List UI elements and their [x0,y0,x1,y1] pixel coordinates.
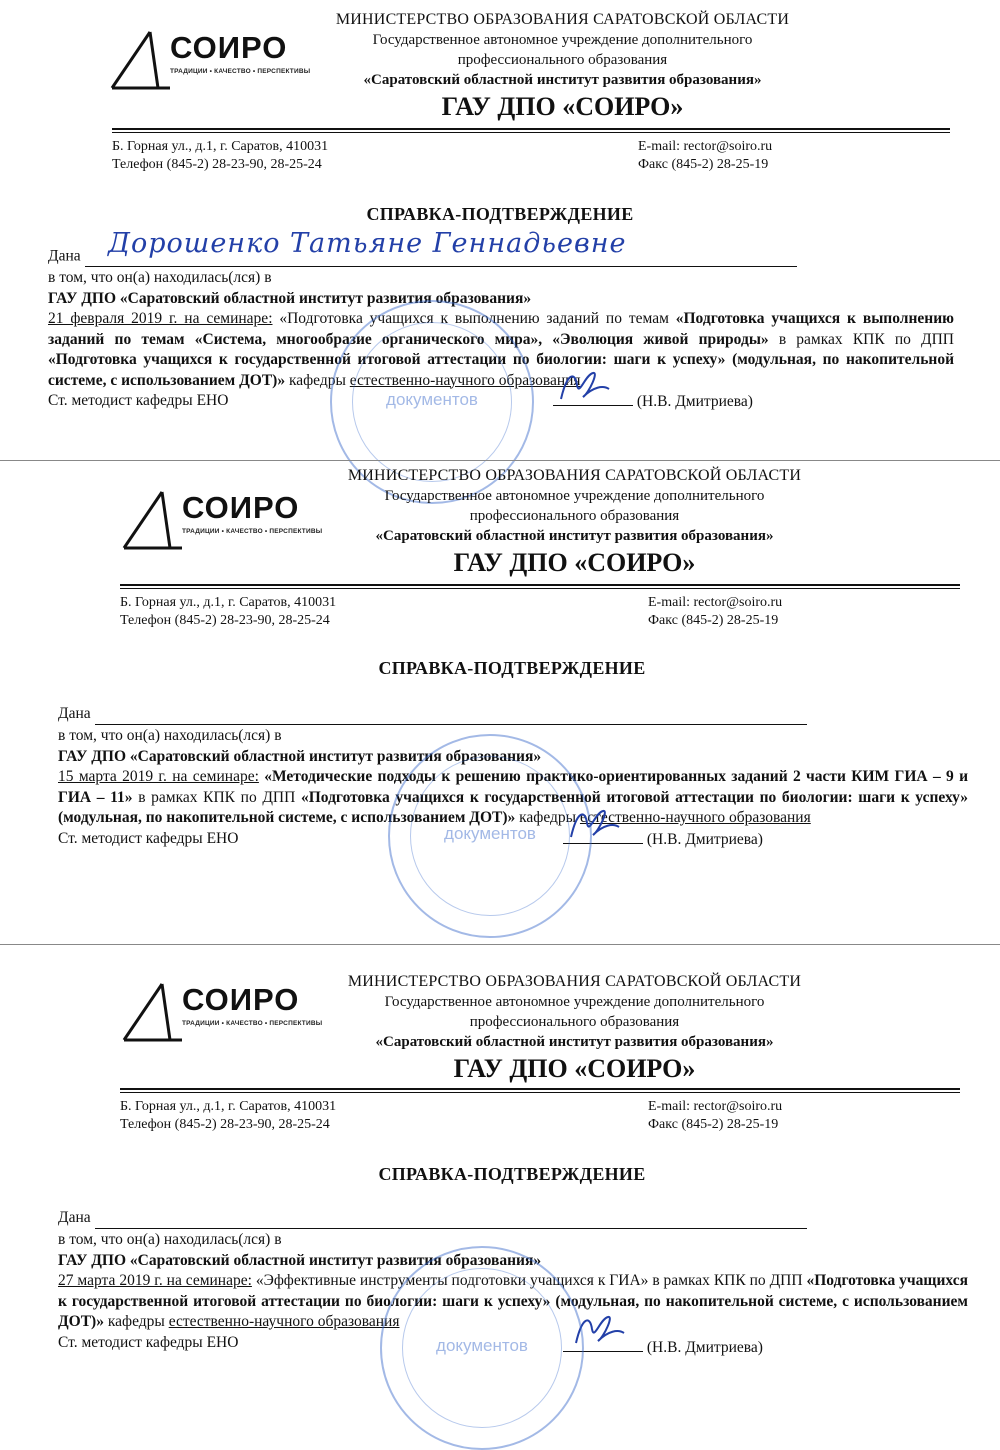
logo-tagline: ТРАДИЦИИ • КАЧЕСТВО • ПЕРСПЕКТИВЫ [170,68,311,75]
institution-line-2: профессионального образования [457,52,668,68]
phone: Телефон (845-2) 28-23-90, 28-25-24 [120,613,330,628]
program-name: «Подготовка учащихся к государственной итоговой аттестации по биологии: шаги к успеху» (модульная, по накопительной системе, с использованием ДОТ)» [58,1272,968,1330]
pyramid-logo-icon [120,486,190,556]
recipient-line [95,706,807,725]
ministry-name: МИНИСТЕРСТВО ОБРАЗОВАНИЯ САРАТОВСКОЙ ОБЛАСТИ [347,467,802,484]
event-topic: «Методические подходы к решению практико-ориентированных заданий 2 части КИМ ГИА – 9 и ГИА – 11» [58,768,969,806]
official-seal-icon [380,1246,584,1450]
contact-block [638,138,772,174]
organization: ГАУ ДПО «Саратовский областной институт развития образования» [58,747,542,765]
logo-tagline: ТРАДИЦИИ • КАЧЕСТВО • ПЕРСПЕКТИВЫ [182,528,323,535]
email: E-mail: rector@soiro.ru [648,595,783,610]
signatory: (Н.В. Дмитриева) [646,830,763,848]
email: E-mail: rector@soiro.ru [638,139,773,154]
position: Ст. методист кафедры ЕНО [58,829,239,847]
official-seal-icon [388,734,592,938]
event-date: 27 марта 2019 г. на семинаре: [58,1272,252,1289]
event-text-3: в рамках КПК по ДПП [648,1272,807,1289]
event-text-5: кафедры [285,371,350,389]
header-rule-thin [120,588,960,589]
department: естественно-научного образования [349,371,581,389]
document-title: СПРАВКА-ПОДТВЕРЖДЕНИЕ [378,1164,646,1184]
signatory: (Н.В. Дмитриева) [646,1338,763,1356]
logo-name: СОИРО [170,30,288,65]
event-text-3: в рамках КПК по ДПП [132,788,301,806]
address-block [112,138,328,174]
event-topic: «Эффективные инструменты подготовки учащихся к ГИА» [251,1272,649,1289]
letterhead [300,10,825,123]
cut-line [0,944,1000,945]
given-label: Дана [58,1209,91,1226]
fax: Факс (845-2) 28-25-19 [648,1117,779,1132]
fax: Факс (845-2) 28-25-19 [648,613,779,628]
institution-line-1: Государственное автономное учреждение дополнительного [384,488,765,504]
organization: ГАУ ДПО «Саратовский областной институт развития образования» [48,289,532,307]
event-date: 21 февраля 2019 г. на семинаре: [48,310,273,327]
event-text-3: в рамках КПК по ДПП [768,330,954,348]
phone: Телефон (845-2) 28-23-90, 28-25-24 [112,157,322,172]
document-title: СПРАВКА-ПОДТВЕРЖДЕНИЕ [366,204,634,224]
confirmation-slip-3 [0,946,1000,1413]
address: Б. Горная ул., д.1, г. Саратов, 410031 [112,139,329,154]
phone: Телефон (845-2) 28-23-90, 28-25-24 [120,1117,330,1132]
institution-line-2: профессионального образования [469,508,680,524]
soiro-logo [120,486,323,556]
institution-short-name: ГАУ ДПО «СОИРО» [453,1054,696,1083]
institution-short-name: ГАУ ДПО «СОИРО» [453,548,696,577]
address-block [120,1098,336,1134]
position: Ст. методист кафедры ЕНО [48,392,229,409]
ministry-name: МИНИСТЕРСТВО ОБРАЗОВАНИЯ САРАТОВСКОЙ ОБЛАСТИ [347,973,802,990]
given-label: Дана [48,247,81,265]
program-name: «Подготовка учащихся к государственной итоговой аттестации по биологии: шаги к успеху» [300,788,968,806]
logo-name: СОИРО [182,982,300,1017]
department: естественно-научного образования [168,1313,400,1330]
institution-name: «Саратовский областной институт развития образования» [375,528,774,544]
institution-line-1: Государственное автономное учреждение дополнительного [372,32,753,48]
institution-short-name: ГАУ ДПО «СОИРО» [441,92,684,121]
institution-line-1: Государственное автономное учреждение дополнительного [384,994,765,1010]
contact-block [648,1098,782,1134]
document-title: СПРАВКА-ПОДТВЕРЖДЕНИЕ [378,658,646,678]
pyramid-logo-icon [120,978,190,1048]
was-label: в том, что он(а) находилась(лся) в [58,727,282,744]
letterhead [312,972,837,1085]
position: Ст. методист кафедры ЕНО [58,1333,239,1351]
ministry-name: МИНИСТЕРСТВО ОБРАЗОВАНИЯ САРАТОВСКОЙ ОБЛАСТИ [335,11,790,28]
soiro-logo [108,26,311,96]
address: Б. Горная ул., д.1, г. Саратов, 410031 [120,1099,337,1114]
address: Б. Горная ул., д.1, г. Саратов, 410031 [120,595,337,610]
signatory: (Н.В. Дмитриева) [636,393,753,410]
seal-text: документов [386,390,478,409]
address-block [120,594,336,630]
header-rule [112,128,950,130]
header-rule [120,584,960,586]
institution-name: «Саратовский областной институт развития образования» [363,72,762,88]
event-text-5: кафедры [103,1313,169,1330]
logo-tagline: ТРАДИЦИИ • КАЧЕСТВО • ПЕРСПЕКТИВЫ [182,1020,323,1027]
seal-text: документов [444,824,536,843]
header-rule-thin [120,1092,960,1093]
program-name: «Подготовка учащихся к государственной итоговой аттестации по биологии: шаги к успеху» (модульная, по накопительной системе, с использованием ДОТ)» [48,351,954,389]
cut-line [0,460,1000,461]
letterhead [312,466,837,579]
event-text-5: кафедры [515,809,580,826]
signature-icon [553,367,613,407]
event-date: 15 марта 2019 г. на семинаре: [58,768,259,785]
logo-name: СОИРО [182,490,300,525]
seal-text: документов [436,1336,528,1355]
confirmation-slip-2 [0,462,1000,940]
given-label: Дана [58,705,91,722]
event-topic: «Подготовка учащихся к выполнению заданий по темам «Система, многообразие органического мира», «Эволюция живой природы» [48,310,954,348]
fax: Факс (845-2) 28-25-19 [638,157,769,172]
pyramid-logo-icon [108,26,178,96]
recipient-name: Дорошенко Татьяне Геннадьевне [108,228,627,259]
event-text-1: «Подготовка учащихся к выполнению заданий по темам [272,310,676,327]
header-rule [120,1088,960,1090]
soiro-logo [120,978,323,1048]
institution-line-2: профессионального образования [469,1014,680,1030]
was-label: в том, что он(а) находилась(лся) в [48,269,272,286]
header-rule-thin [112,132,950,133]
organization: ГАУ ДПО «Саратовский областной институт развития образования» [58,1251,542,1269]
email: E-mail: rector@soiro.ru [648,1099,783,1114]
recipient-line [95,1210,807,1229]
confirmation-slip-1 [0,0,1000,455]
was-label: в том, что он(а) находилась(лся) в [58,1231,282,1248]
program-format: (модульная, по накопительной системе, с использованием ДОТ)» [58,809,516,826]
contact-block [648,594,782,630]
department: естественно-научного образования [579,809,811,826]
institution-name: «Саратовский областной институт развития образования» [375,1034,774,1050]
